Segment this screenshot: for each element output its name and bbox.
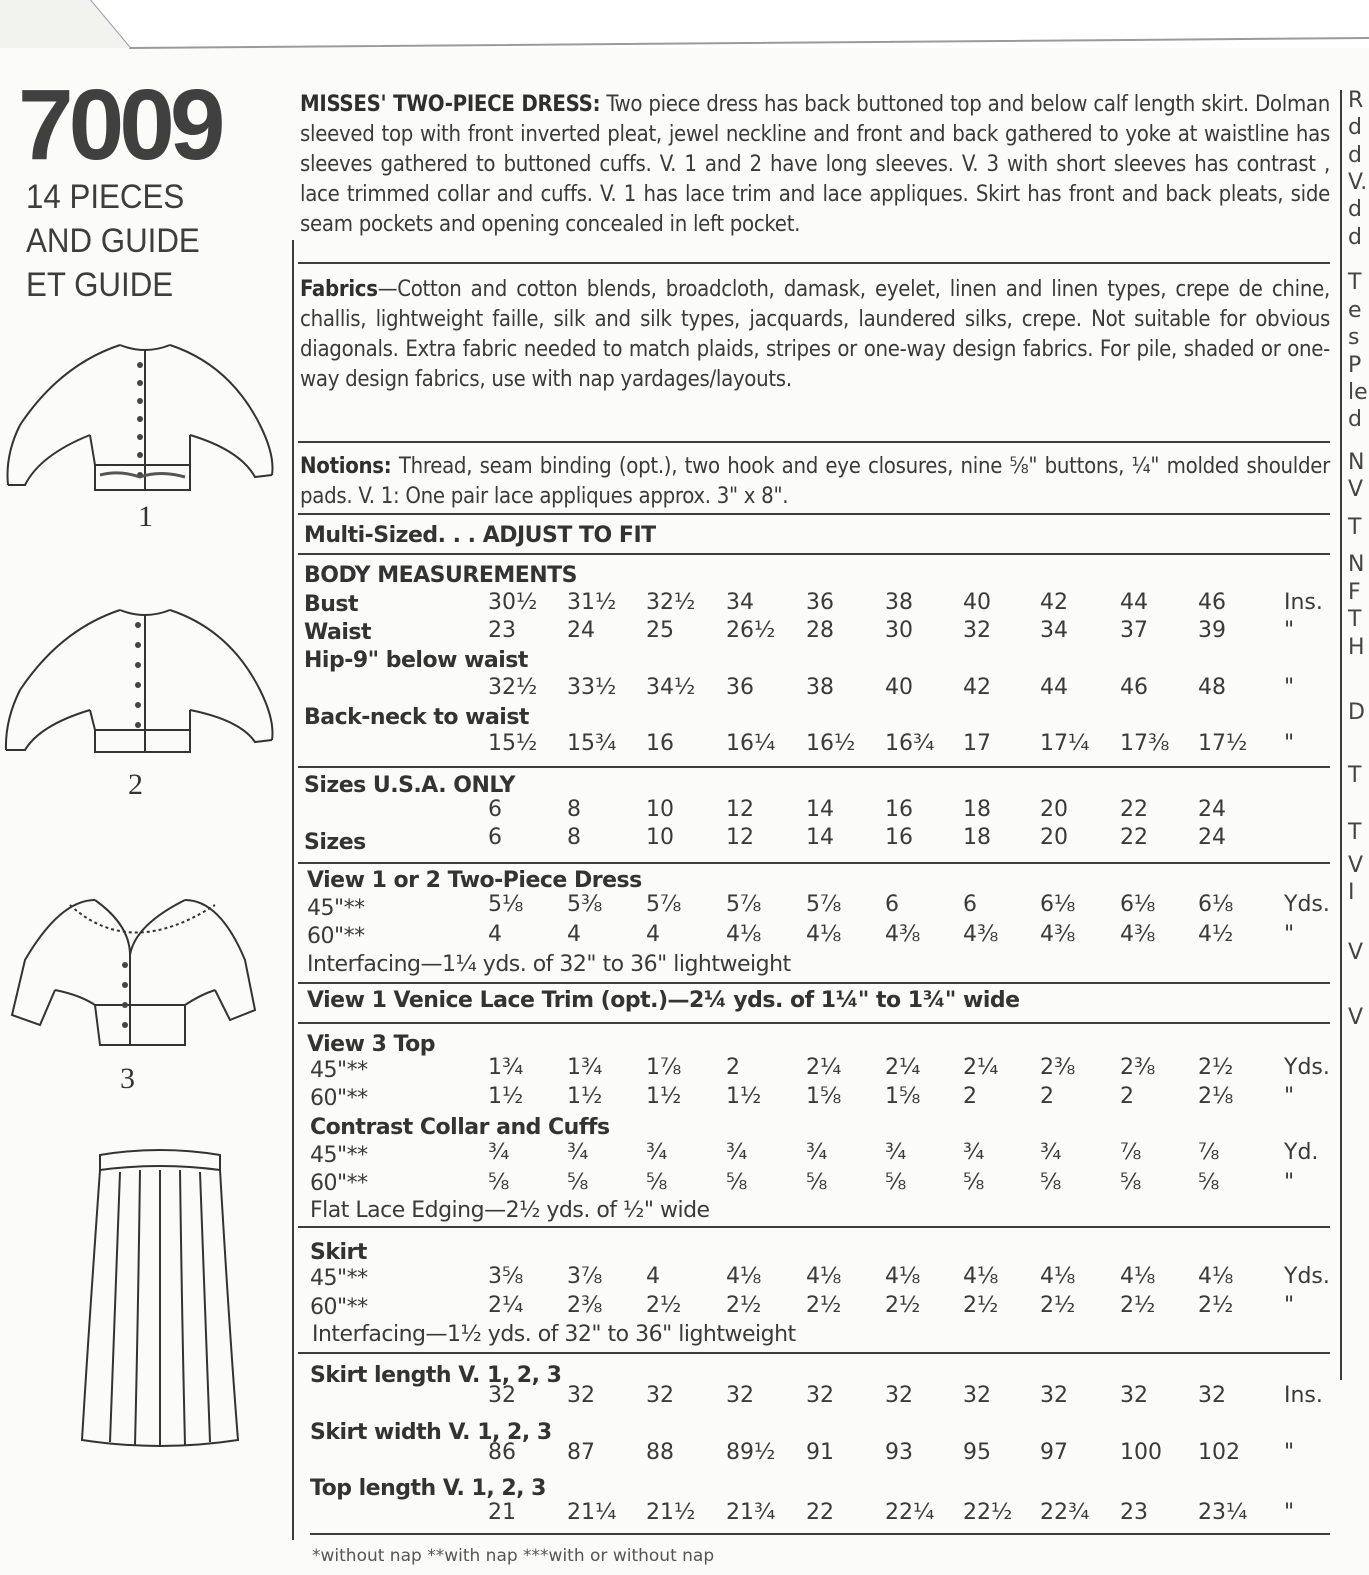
size-value-cell: 2¼ — [963, 1055, 999, 1080]
size-value-cell: 4⅛ — [806, 1264, 842, 1289]
size-value-cell: ⅝ — [806, 1170, 828, 1195]
size-value-cell: 1¾ — [567, 1055, 603, 1080]
divider — [298, 766, 1330, 768]
right-column-fragment: F — [1348, 580, 1361, 605]
size-value-cell: 28 — [806, 618, 834, 643]
size-value-cell: 33½ — [567, 675, 617, 700]
size-value-cell: 32 — [726, 1383, 754, 1408]
size-value-cell: 38 — [806, 675, 834, 700]
waist-label: Waist — [304, 620, 371, 645]
size-value-cell: 88 — [646, 1440, 674, 1465]
size-value-cell: 32 — [885, 1383, 913, 1408]
size-value-cell: 4⅜ — [1120, 922, 1156, 947]
size-value-cell: 23 — [1120, 1500, 1148, 1525]
right-column-fragment: N — [1348, 552, 1365, 577]
size-value-cell: 18 — [963, 825, 991, 850]
pieces-line: ET GUIDE — [26, 266, 174, 304]
bust-label: Bust — [304, 592, 359, 617]
size-value-cell: 2½ — [1198, 1293, 1234, 1318]
size-value-cell: 34 — [726, 590, 754, 615]
size-value-cell: 22 — [806, 1500, 834, 1525]
size-value-cell: 32½ — [646, 590, 696, 615]
size-value-cell: 6⅛ — [1120, 892, 1156, 917]
right-column-fragment: T — [1348, 270, 1362, 295]
right-column-fragment: D — [1348, 700, 1365, 725]
size-value-cell: 5⅛ — [488, 892, 524, 917]
size-value-cell: 4⅛ — [963, 1264, 999, 1289]
contrast-45-label: 45"** — [310, 1143, 368, 1168]
size-value-cell: 2½ — [1198, 1055, 1234, 1080]
size-value-cell: ⅝ — [567, 1170, 589, 1195]
size-value-cell: 86 — [488, 1440, 516, 1465]
notions — [300, 452, 1330, 512]
size-value-cell: 1½ — [567, 1084, 603, 1109]
unit-label: " — [1284, 618, 1295, 643]
right-column-fragment: T — [1348, 820, 1362, 845]
sizes-usa-label: Sizes U.S.A. ONLY — [304, 773, 515, 798]
view1-lace-trim: View 1 Venice Lace Trim (opt.)—2¼ yds. of 1¼" to 1¾" wide — [307, 988, 1020, 1013]
right-column-fragment: le — [1348, 380, 1368, 405]
body-measurements-heading: BODY MEASUREMENTS — [304, 563, 578, 588]
divider — [298, 862, 1330, 864]
size-value-cell: 40 — [885, 675, 913, 700]
size-value-cell: 2½ — [1120, 1293, 1156, 1318]
size-value-cell: 97 — [1040, 1440, 1068, 1465]
view-1-illustration — [0, 325, 290, 505]
paper-fold — [0, 0, 1369, 60]
size-value-cell: 32 — [963, 618, 991, 643]
divider — [298, 262, 1330, 264]
right-column-fragment: V — [1348, 1005, 1364, 1030]
size-value-cell: 4⅛ — [806, 922, 842, 947]
size-value-cell: 31½ — [567, 590, 617, 615]
view-3-illustration — [0, 880, 290, 1055]
size-value-cell: 1½ — [646, 1084, 682, 1109]
size-value-cell: 18 — [963, 797, 991, 822]
right-column-fragment: H — [1348, 635, 1365, 660]
top-length-label: Top length V. 1, 2, 3 — [310, 1476, 546, 1501]
size-value-cell: 2½ — [726, 1293, 762, 1318]
right-column-fragment: V — [1348, 477, 1364, 502]
size-value-cell: 4½ — [1198, 922, 1234, 947]
size-value-cell: 32½ — [488, 675, 538, 700]
size-value-cell: 10 — [646, 825, 674, 850]
size-value-cell: 3⅞ — [567, 1264, 603, 1289]
right-column-fragment: I — [1348, 880, 1355, 905]
size-value-cell: 14 — [806, 797, 834, 822]
size-value-cell: ⅝ — [488, 1170, 510, 1195]
skirt-heading: Skirt — [310, 1240, 367, 1265]
view-3-label: 3 — [120, 1062, 135, 1095]
size-value-cell: 1⅝ — [885, 1084, 921, 1109]
contrast-collar-heading: Contrast Collar and Cuffs — [310, 1115, 610, 1140]
size-value-cell: 6 — [488, 825, 502, 850]
size-value-cell: 2 — [1040, 1084, 1054, 1109]
size-value-cell: 16 — [885, 797, 913, 822]
size-value-cell: 32 — [1198, 1383, 1226, 1408]
size-value-cell: 12 — [726, 797, 754, 822]
fabrics-text: —Cotton and cotton blends, broadcloth, damask, eyelet, linen and linen types, crepe de chine, challis, lightweight faille, silk and silk types, jacquards, laundered silks, crepe. Not suitable for obvious diagonals. Extra fabric needed to match plaids, stripes or one-way design fabrics. For pile, shaded or one-way design fabrics, use with nap yardages/layouts. — [300, 277, 1330, 392]
size-value-cell: 89½ — [726, 1440, 776, 1465]
size-value-cell: 2¼ — [806, 1055, 842, 1080]
size-value-cell: 48 — [1198, 675, 1226, 700]
unit-label: Ins. — [1284, 590, 1323, 615]
size-value-cell: 40 — [963, 590, 991, 615]
size-value-cell: 6 — [963, 892, 977, 917]
size-value-cell: 4⅛ — [885, 1264, 921, 1289]
view12-60-label: 60"** — [307, 924, 365, 949]
size-value-cell: 16½ — [806, 731, 856, 756]
size-value-cell: 2¼ — [488, 1293, 524, 1318]
size-value-cell: 22½ — [963, 1500, 1013, 1525]
right-column-fragment: d — [1348, 407, 1362, 432]
size-value-cell: 24 — [567, 618, 595, 643]
size-value-cell: 21¾ — [726, 1500, 776, 1525]
size-value-cell: 32 — [1120, 1383, 1148, 1408]
skirt-length-label: Skirt length V. 1, 2, 3 — [310, 1363, 562, 1388]
right-column-fragment: T — [1348, 515, 1362, 540]
size-value-cell: 2½ — [885, 1293, 921, 1318]
size-value-cell: 32 — [567, 1383, 595, 1408]
size-value-cell: 6⅛ — [1040, 892, 1076, 917]
divider — [310, 1533, 1330, 1535]
size-value-cell: ¾ — [963, 1140, 985, 1165]
size-value-cell: 8 — [567, 825, 581, 850]
size-value-cell: 2¼ — [885, 1055, 921, 1080]
size-value-cell: 21½ — [646, 1500, 696, 1525]
size-value-cell: 37 — [1120, 618, 1148, 643]
unit-label: Yds. — [1284, 892, 1330, 917]
size-value-cell: 5⅞ — [646, 892, 682, 917]
size-value-cell: ¾ — [726, 1140, 748, 1165]
right-column-fragment: d — [1348, 115, 1362, 140]
size-value-cell: 21¼ — [567, 1500, 617, 1525]
size-value-cell: 20 — [1040, 797, 1068, 822]
size-value-cell: 2 — [963, 1084, 977, 1109]
size-value-cell: 42 — [1040, 590, 1068, 615]
size-value-cell: 4⅜ — [885, 922, 921, 947]
size-value-cell: 32 — [963, 1383, 991, 1408]
fabrics-title: Fabrics — [300, 277, 378, 302]
size-value-cell: 102 — [1198, 1440, 1240, 1465]
size-value-cell: 22¼ — [885, 1500, 935, 1525]
size-value-cell: 38 — [885, 590, 913, 615]
view-2-illustration — [0, 600, 290, 775]
view-2-label: 2 — [128, 768, 143, 801]
flat-lace-edging: Flat Lace Edging—2½ yds. of ½" wide — [310, 1198, 710, 1223]
size-value-cell: 2⅜ — [1040, 1055, 1076, 1080]
size-value-cell: 95 — [963, 1440, 991, 1465]
divider — [298, 1022, 1330, 1024]
size-value-cell: 1⅝ — [806, 1084, 842, 1109]
right-column-fragment: V — [1348, 853, 1364, 878]
size-value-cell: ⅞ — [1198, 1140, 1220, 1165]
multisized-label: Multi-Sized. . . ADJUST TO FIT — [304, 523, 656, 548]
pieces-line: AND GUIDE — [26, 222, 200, 260]
right-column-fragment: d — [1348, 197, 1362, 222]
size-value-cell: 93 — [885, 1440, 913, 1465]
size-value-cell: 23 — [488, 618, 516, 643]
size-value-cell: 16¼ — [726, 731, 776, 756]
size-value-cell: ¾ — [567, 1140, 589, 1165]
size-value-cell: 16¾ — [885, 731, 935, 756]
size-value-cell: ¾ — [646, 1140, 668, 1165]
size-value-cell: 17⅜ — [1120, 731, 1170, 756]
fabrics — [300, 275, 1330, 395]
divider — [298, 1226, 1330, 1228]
size-value-cell: 2½ — [1040, 1293, 1076, 1318]
size-value-cell: 4 — [488, 922, 502, 947]
size-value-cell: 5⅞ — [806, 892, 842, 917]
right-column-fragment: P — [1348, 353, 1362, 378]
view12-heading: View 1 or 2 Two-Piece Dress — [307, 868, 642, 893]
description — [300, 90, 1330, 240]
unit-label: Yds. — [1284, 1264, 1330, 1289]
size-value-cell: 2½ — [646, 1293, 682, 1318]
unit-label: " — [1284, 675, 1295, 700]
footnote: *without nap **with nap ***with or without nap — [312, 1546, 715, 1566]
unit-label: " — [1284, 1293, 1295, 1318]
skirt-illustration — [80, 1140, 240, 1460]
divider — [298, 1352, 1330, 1354]
right-column-fragment: V. — [1348, 170, 1368, 195]
unit-label: " — [1284, 1170, 1295, 1195]
size-value-cell: 10 — [646, 797, 674, 822]
size-value-cell: 4⅛ — [726, 922, 762, 947]
pattern-number: 7009 — [18, 69, 221, 181]
size-value-cell: 2⅛ — [1198, 1084, 1234, 1109]
notions-title: Notions: — [300, 454, 392, 479]
size-value-cell: 21 — [488, 1500, 516, 1525]
left-border — [292, 240, 294, 1540]
size-value-cell: 46 — [1198, 590, 1226, 615]
right-column-fragment: T — [1348, 763, 1362, 788]
size-value-cell: 44 — [1120, 590, 1148, 615]
size-value-cell: ¾ — [806, 1140, 828, 1165]
size-value-cell: 6 — [488, 797, 502, 822]
size-value-cell: 1½ — [488, 1084, 524, 1109]
size-value-cell: 14 — [806, 825, 834, 850]
pieces-info — [26, 175, 200, 307]
size-value-cell: 32 — [806, 1383, 834, 1408]
size-value-cell: 36 — [806, 590, 834, 615]
size-value-cell: 25 — [646, 618, 674, 643]
size-value-cell: ¾ — [885, 1140, 907, 1165]
size-value-cell: 5⅜ — [567, 892, 603, 917]
skirt-60-label: 60"** — [310, 1295, 368, 1320]
size-value-cell: ¾ — [1040, 1140, 1062, 1165]
size-value-cell: 32 — [1040, 1383, 1068, 1408]
size-value-cell: 2⅜ — [1120, 1055, 1156, 1080]
size-value-cell: 4⅛ — [726, 1264, 762, 1289]
right-column-fragment: d — [1348, 225, 1362, 250]
view-1-label: 1 — [138, 500, 153, 533]
size-value-cell: ⅞ — [1120, 1140, 1142, 1165]
size-value-cell: ⅝ — [646, 1170, 668, 1195]
size-value-cell: 1⅞ — [646, 1055, 682, 1080]
size-value-cell: ⅝ — [726, 1170, 748, 1195]
size-value-cell: 16 — [646, 731, 674, 756]
unit-label: Yds. — [1284, 1055, 1330, 1080]
sizes-label: Sizes — [304, 830, 366, 855]
size-value-cell: 22¾ — [1040, 1500, 1090, 1525]
size-value-cell: 36 — [726, 675, 754, 700]
view3-heading: View 3 Top — [307, 1032, 435, 1057]
size-value-cell: 4⅜ — [1040, 922, 1076, 947]
right-column-fragment: s — [1348, 325, 1360, 350]
hip-label: Hip-9" below waist — [304, 648, 528, 673]
size-value-cell: 34 — [1040, 618, 1068, 643]
size-value-cell: ⅝ — [1040, 1170, 1062, 1195]
size-value-cell: 4⅛ — [1120, 1264, 1156, 1289]
view12-45-label: 45"** — [307, 896, 365, 921]
size-value-cell: 4⅛ — [1040, 1264, 1076, 1289]
unit-label: Yd. — [1284, 1140, 1319, 1165]
size-value-cell: 3⅝ — [488, 1264, 524, 1289]
skirt-interfacing: Interfacing—1½ yds. of 32" to 36" lightweight — [312, 1322, 796, 1347]
size-value-cell: 17½ — [1198, 731, 1248, 756]
size-value-cell: 20 — [1040, 825, 1068, 850]
size-value-cell: 1¾ — [488, 1055, 524, 1080]
size-value-cell: 44 — [1040, 675, 1068, 700]
size-value-cell: 2⅜ — [567, 1293, 603, 1318]
unit-label: " — [1284, 922, 1295, 947]
size-value-cell: 100 — [1120, 1440, 1162, 1465]
size-value-cell: 1½ — [726, 1084, 762, 1109]
size-value-cell: ⅝ — [885, 1170, 907, 1195]
size-value-cell: 4⅛ — [1198, 1264, 1234, 1289]
size-value-cell: 2 — [1120, 1084, 1134, 1109]
unit-label: " — [1284, 1500, 1295, 1525]
size-value-cell: ¾ — [488, 1140, 510, 1165]
size-value-cell: 42 — [963, 675, 991, 700]
right-column-fragment: T — [1348, 607, 1362, 632]
size-value-cell: 32 — [488, 1383, 516, 1408]
notions-text: Thread, seam binding (opt.), two hook and eye closures, nine ⅝" buttons, ¼" molded shoulder pads. V. 1: One pair lace appliques approx. 3" x 8". — [300, 454, 1330, 509]
unit-label: " — [1284, 1084, 1295, 1109]
description-text: Two piece dress has back buttoned top and below calf length skirt. Dolman sleeved top with front inverted pleat, jewel neckline and front and back gathered to yoke at waistline has sleeves gathered to buttoned cuffs. V. 1 and 2 have long sleeves. V. 3 with short sleeves has contrast , lace trimmed collar and cuffs. V. 1 has lace trim and lace appliques. Skirt has front and back pleats, side seam pockets and opening concealed in left pocket. — [300, 92, 1330, 237]
size-value-cell: 2½ — [963, 1293, 999, 1318]
description-title: MISSES' TWO-PIECE DRESS: — [300, 92, 601, 117]
size-value-cell: 24 — [1198, 797, 1226, 822]
view12-interfacing: Interfacing—1¼ yds. of 32" to 36" lightweight — [307, 952, 791, 977]
divider — [298, 441, 1330, 443]
size-value-cell: 23¼ — [1198, 1500, 1248, 1525]
size-value-cell: 17 — [963, 731, 991, 756]
right-column-fragment: e — [1348, 298, 1362, 323]
size-value-cell: 12 — [726, 825, 754, 850]
size-value-cell: 91 — [806, 1440, 834, 1465]
view3-45-label: 45"** — [310, 1058, 368, 1083]
size-value-cell: 4 — [567, 922, 581, 947]
right-column-fragment: V — [1348, 940, 1364, 965]
size-value-cell: 5⅞ — [726, 892, 762, 917]
size-value-cell: 39 — [1198, 618, 1226, 643]
size-value-cell: 15¾ — [567, 731, 617, 756]
size-value-cell: 30½ — [488, 590, 538, 615]
size-value-cell: ⅝ — [963, 1170, 985, 1195]
contrast-60-label: 60"** — [310, 1171, 368, 1196]
unit-label: " — [1284, 731, 1295, 756]
right-border — [1340, 90, 1342, 1380]
size-value-cell: 24 — [1198, 825, 1226, 850]
size-value-cell: 2 — [726, 1055, 740, 1080]
right-column-fragment: N — [1348, 450, 1365, 475]
unit-label: " — [1284, 1440, 1295, 1465]
divider — [298, 982, 1330, 984]
size-value-cell: 6 — [885, 892, 899, 917]
size-value-cell: 16 — [885, 825, 913, 850]
size-value-cell: 34½ — [646, 675, 696, 700]
size-value-cell: 4⅜ — [963, 922, 999, 947]
size-value-cell: 15½ — [488, 731, 538, 756]
size-value-cell: 26½ — [726, 618, 776, 643]
size-value-cell: 4 — [646, 1264, 660, 1289]
size-value-cell: 46 — [1120, 675, 1148, 700]
size-value-cell: 22 — [1120, 825, 1148, 850]
size-value-cell: 8 — [567, 797, 581, 822]
size-value-cell: 30 — [885, 618, 913, 643]
size-value-cell: 17¼ — [1040, 731, 1090, 756]
size-value-cell: 87 — [567, 1440, 595, 1465]
size-value-cell: ⅝ — [1198, 1170, 1220, 1195]
view3-60-label: 60"** — [310, 1086, 368, 1111]
size-value-cell: 6⅛ — [1198, 892, 1234, 917]
divider — [298, 513, 1330, 515]
size-value-cell: 2½ — [806, 1293, 842, 1318]
backneck-label: Back-neck to waist — [304, 705, 529, 730]
unit-label: Ins. — [1284, 1383, 1323, 1408]
size-value-cell: ⅝ — [1120, 1170, 1142, 1195]
skirt-45-label: 45"** — [310, 1266, 368, 1291]
divider — [298, 553, 1330, 555]
size-value-cell: 4 — [646, 922, 660, 947]
size-value-cell: 22 — [1120, 797, 1148, 822]
right-column-fragment: R — [1348, 88, 1364, 113]
pieces-line: 14 PIECES — [26, 178, 185, 216]
skirt-width-label: Skirt width V. 1, 2, 3 — [310, 1420, 552, 1445]
right-column-fragment: d — [1348, 143, 1362, 168]
size-value-cell: 32 — [646, 1383, 674, 1408]
